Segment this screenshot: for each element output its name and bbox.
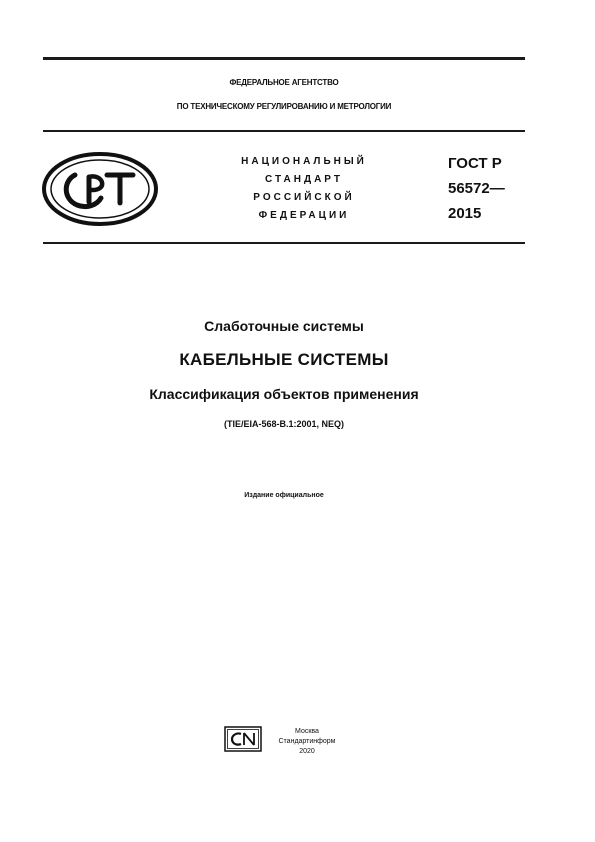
top-rule [43,57,525,60]
bottom-rule [43,242,525,244]
agency-line-2: ПО ТЕХНИЧЕСКОМУ РЕГУЛИРОВАНИЮ И МЕТРОЛОГИИ [176,102,392,111]
standard-label-line-2: СТАНДАРТ [265,174,343,185]
standard-label-line-1: НАЦИОНАЛЬНЫЙ [241,156,367,167]
middle-rule [43,130,525,132]
standard-label-line-4: ФЕДЕРАЦИИ [258,210,350,221]
publisher-city: Москва [295,728,319,735]
document-title: КАБЕЛЬНЫЕ СИСТЕМЫ [179,350,389,369]
rst-certification-mark-icon [41,151,159,227]
document-reference: (TIE/EIA-568-B.1:2001, NEQ) [223,419,345,429]
document-subtitle: Слаботочные системы [204,318,364,334]
standartinform-logo-icon [224,726,262,752]
gost-designation-line-1: ГОСТ Р [448,155,502,172]
agency-line-1: ФЕДЕРАЛЬНОЕ АГЕНТСТВО [229,78,339,87]
document-sub-subtitle: Классификация объектов применения [149,386,419,402]
gost-designation-line-2: 56572— [448,180,505,197]
publisher-name: Стандартинформ [278,738,336,745]
edition-note: Издание официальное [244,492,324,499]
publisher-year: 2020 [299,748,315,755]
gost-designation-line-3: 2015 [448,205,482,222]
standard-label-line-3: РОССИЙСКОЙ [253,192,355,203]
